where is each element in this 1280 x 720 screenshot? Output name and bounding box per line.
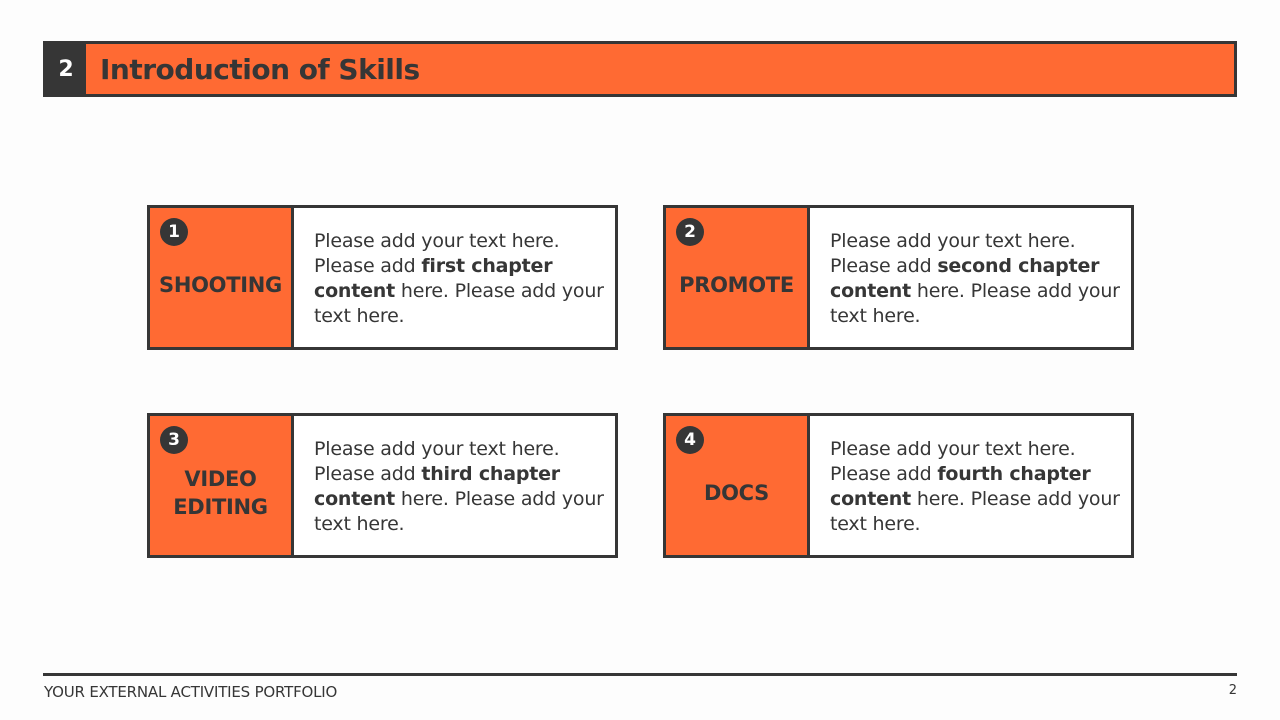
description-bold-text: fourth chapter content [830,463,1091,510]
skill-label: DOCS [703,480,769,505]
description-text: here. Please add your text here. [830,280,1120,327]
skill-card-docs [663,413,1134,558]
number-badge-icon: 1 [160,218,188,246]
skill-label: PROMOTE [679,272,794,297]
skill-label: VIDEO EDITING [173,466,268,519]
skill-card-label-panel [666,208,810,347]
skill-card-label-panel [150,208,294,347]
description-text: here. Please add your text here. [314,280,604,327]
description-bold-text: second chapter content [830,255,1100,302]
skill-label: SHOOTING [159,272,282,297]
description-bold-text: first chapter content [314,255,553,302]
number-badge-icon: 4 [676,426,704,454]
skill-card-video-editing [147,413,618,558]
slide-title: Introduction of Skills [100,52,420,86]
description-text: here. Please add your text here. [314,488,604,535]
description-text: Please add your text here. Please add [830,438,1076,485]
skill-card-promote [663,205,1134,350]
description-text: Please add your text here. Please add [830,230,1076,277]
number-badge-icon: 2 [676,218,704,246]
skill-description [810,416,1120,555]
number-badge-icon: 3 [160,426,188,454]
description-text: Please add your text here. Please add [314,230,560,277]
skill-card-label-panel [150,416,294,555]
slide-header [43,41,1237,97]
skill-description [294,416,604,555]
description-text: Please add your text here. Please add [314,438,560,485]
page-number: 2 [1228,683,1237,698]
skill-card-shooting [147,205,618,350]
description-bold-text: third chapter content [314,463,560,510]
footer-divider [43,673,1237,676]
skill-description [810,208,1120,347]
skill-description [294,208,604,347]
skill-card-label-panel [666,416,810,555]
section-number: 2 [46,44,86,94]
footer-title: YOUR EXTERNAL ACTIVITIES PORTFOLIO [44,683,338,701]
description-text: here. Please add your text here. [830,488,1120,535]
